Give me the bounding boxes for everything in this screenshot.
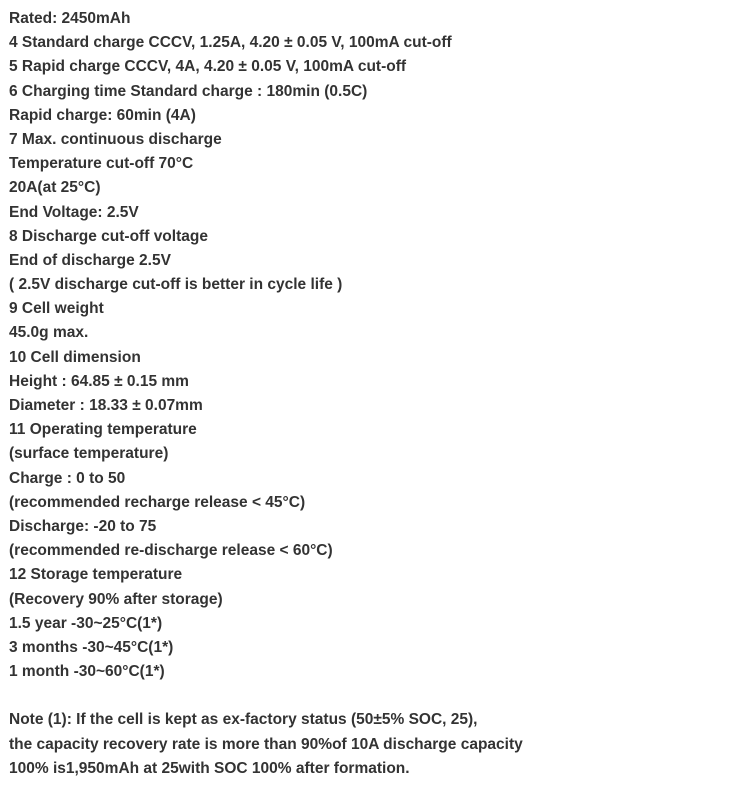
spec-line-storage-1-5-year: 1.5 year -30~25°C(1*)	[9, 614, 163, 632]
spec-line-storage-recovery: (Recovery 90% after storage)	[9, 590, 223, 608]
spec-line-rapid-charge: 5 Rapid charge CCCV, 4A, 4.20 ± 0.05 V, 100mA cut-off	[9, 58, 407, 76]
spec-line-discharge-range: Discharge: -20 to 75	[9, 517, 157, 535]
spec-line-rapid-charge-time: Rapid charge: 60min (4A)	[9, 106, 196, 124]
spec-line-temperature-cutoff: Temperature cut-off 70°C	[9, 155, 194, 173]
spec-line-storage-3-months: 3 months -30~45°C(1*)	[9, 638, 174, 656]
spec-line-standard-charge: 4 Standard charge CCCV, 1.25A, 4.20 ± 0.05 V, 100mA cut-off	[9, 34, 452, 52]
spec-line-discharge-current: 20A(at 25°C)	[9, 179, 101, 197]
spec-line-weight-value: 45.0g max.	[9, 324, 89, 342]
spec-line-charge-range: Charge : 0 to 50	[9, 469, 126, 487]
spec-line-storage-1-month: 1 month -30~60°C(1*)	[9, 663, 165, 681]
note-line-2: the capacity recovery rate is more than 90%of 10A discharge capacity	[9, 735, 523, 753]
blank-line	[9, 684, 523, 708]
spec-line-height: Height : 64.85 ± 0.15 mm	[9, 372, 189, 390]
spec-line-cell-weight: 9 Cell weight	[9, 300, 104, 318]
spec-line-surface-temperature: (surface temperature)	[9, 445, 169, 463]
spec-line-storage-temperature: 12 Storage temperature	[9, 566, 183, 584]
spec-line-redischarge-release: (recommended re-discharge release < 60°C)	[9, 542, 333, 560]
note-line-1: Note (1): If the cell is kept as ex-factory status (50±5% SOC, 25),	[9, 711, 478, 729]
spec-line-discharge-cutoff-voltage: 8 Discharge cut-off voltage	[9, 227, 208, 245]
spec-line-operating-temperature: 11 Operating temperature	[9, 421, 197, 439]
spec-line-charging-time: 6 Charging time Standard charge : 180min (0.5C)	[9, 82, 368, 100]
spec-line-cycle-life-note: ( 2.5V discharge cut-off is better in cycle life )	[9, 276, 343, 294]
spec-line-end-of-discharge: End of discharge 2.5V	[9, 251, 171, 269]
spec-line-rated: Rated: 2450mAh	[9, 10, 131, 27]
note-line-3: 100% is1,950mAh at 25with SOC 100% after formation.	[9, 759, 410, 777]
spec-line-diameter: Diameter : 18.33 ± 0.07mm	[9, 397, 203, 414]
spec-line-max-continuous-discharge: 7 Max. continuous discharge	[9, 130, 222, 148]
battery-spec-sheet	[9, 7, 523, 781]
spec-line-end-voltage: End Voltage: 2.5V	[9, 203, 139, 221]
spec-line-recharge-release: (recommended recharge release < 45°C)	[9, 493, 306, 511]
spec-line-cell-dimension: 10 Cell dimension	[9, 348, 141, 366]
